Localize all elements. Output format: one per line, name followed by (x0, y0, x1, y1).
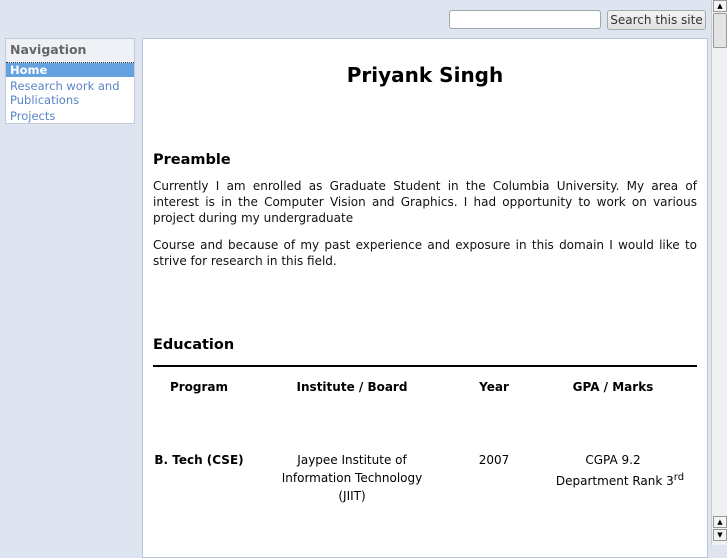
search-button[interactable]: Search this site (607, 10, 706, 30)
education-table (153, 367, 697, 506)
cell-gpa (529, 395, 697, 506)
rank-suffix: rd (673, 472, 685, 483)
nav-item-research[interactable]: Research work and Publications (10, 79, 120, 107)
navigation-title: Navigation (6, 39, 134, 63)
nav-item-home[interactable]: Home (6, 63, 134, 77)
cell-program: B. Tech (CSE) (154, 453, 244, 467)
scrollbar[interactable] (711, 0, 727, 545)
navigation-panel (5, 38, 135, 124)
education-heading: Education (153, 337, 235, 353)
header-program: Program (169, 379, 229, 394)
table-row (153, 395, 697, 506)
header-institute: Institute / Board (296, 379, 408, 394)
preamble-heading: Preamble (153, 152, 231, 168)
department-rank: Department Rank 3 (555, 474, 674, 488)
scrollbar-thumb[interactable] (713, 13, 727, 48)
header-gpa: GPA / Marks (572, 379, 654, 394)
table-header-row (153, 367, 697, 395)
scroll-up-bottom-icon[interactable]: ▲ (713, 516, 727, 528)
preamble-paragraph-1: Currently I am enrolled as Graduate Student in the Columbia University. My area of interest is in the Computer Vision and Graphics. I had opportunity to work on various project during my undergraduate (153, 179, 697, 225)
nav-item-projects[interactable]: Projects (10, 109, 56, 123)
preamble-paragraph-2: Course and because of my past experience and exposure in this domain I would like to strive for research in this field. (153, 238, 697, 268)
scroll-down-icon[interactable]: ▼ (713, 529, 727, 541)
gpa-value: CGPA 9.2 (585, 453, 641, 467)
cell-institute: Jaypee Institute of Information Technology (JIIT) (281, 453, 423, 503)
header-year: Year (479, 379, 509, 394)
search-input[interactable] (449, 10, 601, 29)
scroll-up-icon[interactable]: ▲ (713, 0, 727, 12)
cell-year: 2007 (478, 453, 510, 467)
main-content (142, 38, 708, 558)
page-title: Priyank Singh (346, 63, 504, 87)
